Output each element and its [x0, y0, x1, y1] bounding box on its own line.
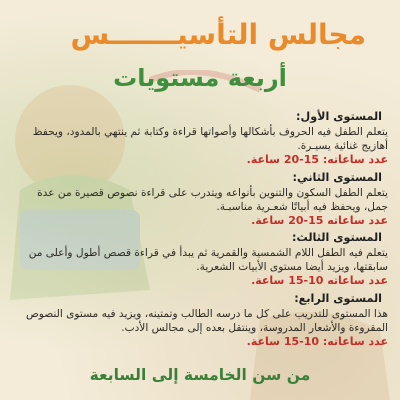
level-title: المستوى الأول:: [296, 110, 382, 123]
level-hours: عدد ساعاته 10-15 ساعة.: [251, 274, 388, 288]
level-description: يتعلم فيه الطفل اللام الشمسية والقمرية ثم يبدأ في قراءة قصص أطول وأعلى من سابقتها، ويزيد أيضا مستوى الأبيات الشعرية.: [28, 247, 388, 274]
level-item: [12, 110, 388, 168]
level-item: [12, 231, 388, 289]
level-title: المستوى الرابع:: [294, 292, 382, 306]
level-item: [12, 292, 388, 350]
page-subtitle: أربعة مستويات: [113, 64, 287, 92]
level-description: يتعلم الطفل السكون والتنوين بأنواعه ويتدرب على قراءة نصوص قصيرة من عدة جمل، ويحفظ فيه أبياتًا شعـرية مناسبـة.: [37, 186, 388, 213]
level-hours: عدد ساعاته: 15-20 ساعة.: [246, 153, 388, 167]
level-hours: عدد ساعاته 15-20 ساعة.: [251, 213, 388, 227]
age-range-footer: من سن الخامسة إلى السابعة: [89, 366, 311, 384]
page-title: مجالس التأسيـــــــس: [70, 18, 366, 51]
level-item: [12, 171, 388, 229]
level-description: هذا المستوى للتدريب على كل ما درسه الطالب وتمتينه، ويزيد فيه مستوى النصوص المقروءة والأشعار المدروسة، وينتقل بعده إلى مجالس الأدب.: [25, 307, 388, 334]
level-hours: عدد ساعاته: 10-15 ساعة.: [246, 335, 388, 349]
levels-list: [12, 110, 388, 353]
level-title: المستوى الثالث:: [292, 231, 382, 245]
level-title: المستوى الثاني:: [292, 170, 382, 184]
level-description: يتعلم الطفل فيه الحروف بأشكالها وأصواتها قراءة وكتابة ثم ينتهي بالمدود، ويحفظ أهازيج غنائية يسيـرة.: [32, 125, 388, 152]
